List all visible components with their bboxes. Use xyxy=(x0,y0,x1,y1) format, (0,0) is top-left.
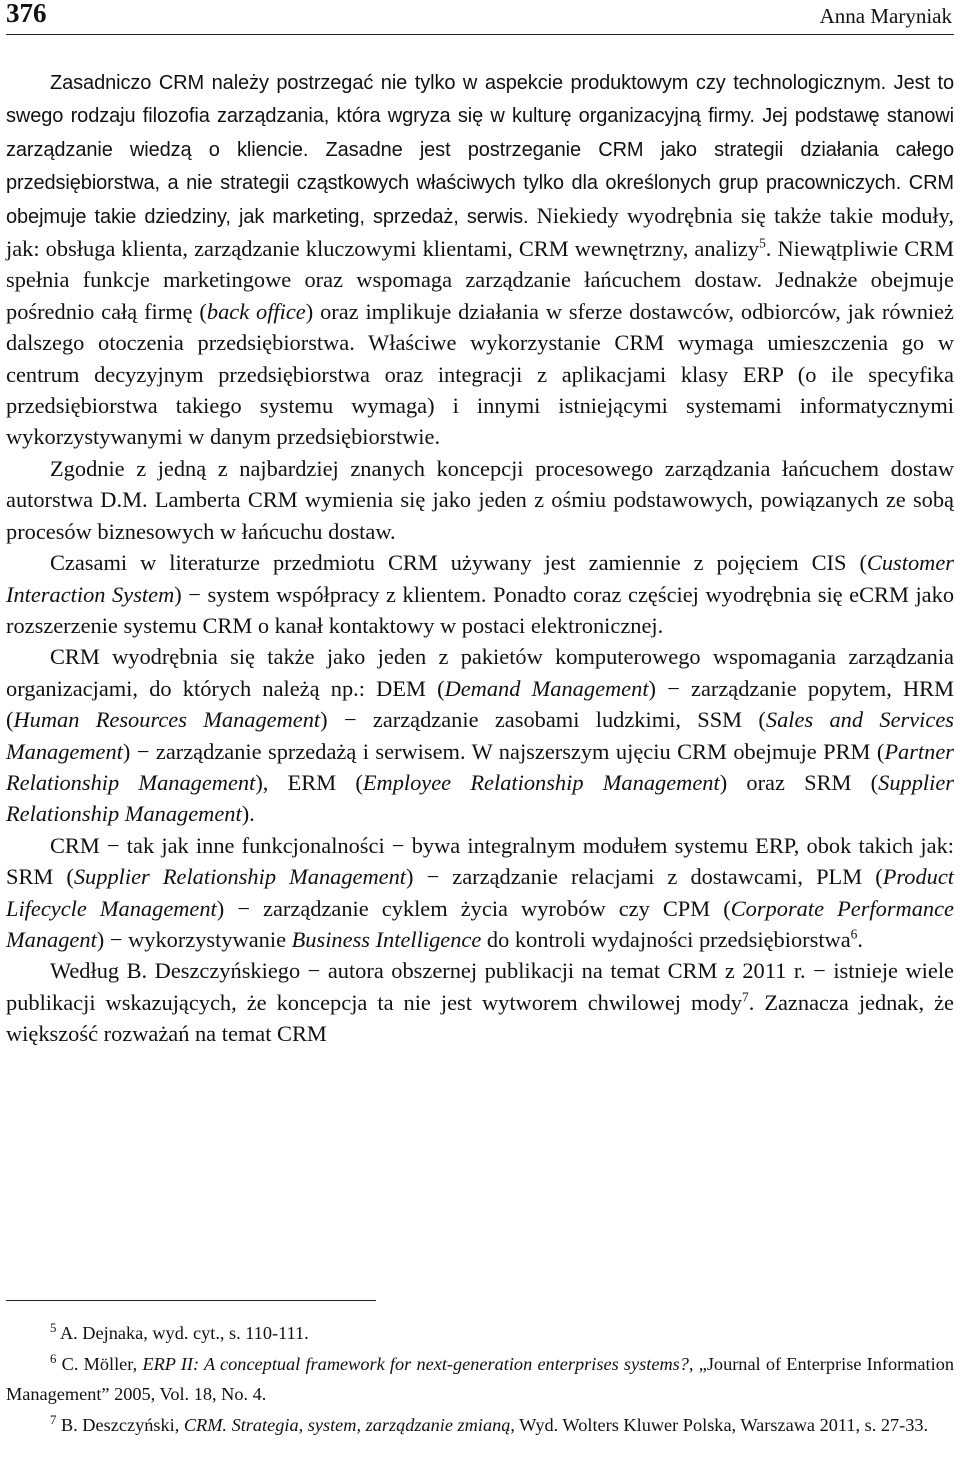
italic-term: Customer Interaction System xyxy=(6,550,954,607)
text-run: . xyxy=(857,926,863,952)
footnote-ref: 5 xyxy=(50,1320,57,1335)
text-run: , Wyd. Wolters Kluwer Polska, Warszawa 2011, s. 27-33. xyxy=(510,1414,929,1435)
text-run: ) − system współpracy z klientem. Ponadto coraz częściej wyodrębnia się eCRM jako rozszerzenie systemu CRM o kanał kontaktowy w postaci elektronicznej. xyxy=(6,581,955,638)
text-run: B. Deszczyński, xyxy=(56,1414,184,1435)
italic-term: back office xyxy=(206,298,306,324)
italic-term: Partner Relationship Management xyxy=(6,738,954,795)
italic-term: Product Lifecycle Management xyxy=(6,864,954,921)
text-run: Według B. Deszczyńskiego − autora obszernej publikacji na temat CRM z 2011 r. − istnieje wiele publikacji wskazujących, że koncepcja ta nie jest wytworem chwilowej mody xyxy=(6,958,954,1015)
running-head-author: Anna Maryniak xyxy=(819,4,952,28)
text-run: ) oraz SRM ( xyxy=(719,769,879,795)
italic-term: Demand Management xyxy=(444,675,649,701)
text-run: ) − zarządzanie cyklem życia wyrobów czy CPM ( xyxy=(216,895,731,921)
text-run: do kontroli wydajności przedsiębiorstwa xyxy=(481,926,851,952)
italic-term: Supplier Relationship Management xyxy=(6,769,955,827)
page-number: 376 xyxy=(6,0,47,28)
italic-term: Human Resources Management xyxy=(13,707,321,733)
footnote xyxy=(6,1410,954,1441)
paragraph xyxy=(6,453,954,547)
italic-term: CRM. Strategia, system, zarządzanie zmianą xyxy=(183,1414,511,1435)
italic-term: Corporate Performance Managent xyxy=(6,895,954,952)
text-run: ) − zarządzanie sprzedażą i serwisem. W najszerszym ujęciu CRM obejmuje PRM ( xyxy=(122,738,885,764)
text-run: . Zaznacza jednak, że większość rozważań na temat CRM xyxy=(6,989,954,1047)
italic-term: Supplier Relationship Management xyxy=(73,864,407,890)
text-run: ), ERM ( xyxy=(255,769,363,795)
italic-term: Business Intelligence xyxy=(291,926,482,952)
footnote xyxy=(6,1318,954,1349)
text-run: C. Möller, xyxy=(56,1353,143,1374)
text-run: A. Dejnaka, wyd. cyt., s. 110-111. xyxy=(56,1323,309,1343)
paragraph xyxy=(6,955,954,1049)
footnote-ref: 6 xyxy=(850,926,858,942)
running-header xyxy=(6,0,954,35)
italic-term: Employee Relationship Management xyxy=(362,769,720,795)
paragraph xyxy=(6,66,954,453)
text-run: ) − zarządzanie relacjami z dostawcami, PLM ( xyxy=(406,864,883,890)
text-run: Czasami w literaturze przedmiotu CRM używany jest zamiennie z pojęciem CIS ( xyxy=(50,550,867,576)
paragraph xyxy=(6,641,954,829)
footnote-ref: 7 xyxy=(742,989,749,1005)
text-run: CRM wyodrębnia się także jako jeden z pakietów komputerowego wspomagania zarządzania organizacjami, do których należą np.: DEM ( xyxy=(6,644,954,701)
footnote-ref: 7 xyxy=(50,1412,57,1427)
italic-term: Sales and Services Management xyxy=(6,707,954,764)
text-run: ) oraz implikuje działania w sferze dostawców, odbiorców, jak również dalszego otoczenia przedsiębiorstwa. Właściwe wykorzystanie CRM wymaga umieszczenia go w centrum decyzyjnym przedsiębiorstwa oraz integracji z aplikacjami klasy ERP (o ile specyfika przedsiębiorstwa takiego systemu wymaga) i innymi istniejącymi systemami informatycznymi wykorzystywanymi w danym przedsiębiorstwie. xyxy=(6,298,954,450)
paragraph xyxy=(6,830,954,956)
text-run: ) − zarządzanie popytem, HRM ( xyxy=(6,675,955,733)
paragraph xyxy=(6,547,954,641)
text-run: ) − wykorzystywanie xyxy=(96,926,292,952)
text-run: , „Journal of Enterprise Information Management” 2005, Vol. 18, No. 4. xyxy=(6,1353,954,1404)
italic-term: ERP II: A conceptual framework for next-generation enterprises systems? xyxy=(142,1353,689,1374)
footnote-ref: 6 xyxy=(50,1351,57,1366)
text-run: ). xyxy=(241,801,255,827)
text-run: Zasadniczo CRM należy postrzegać nie tylko w aspekcie produktowym czy technologicznym. Jest to swego rodzaju filozofia zarządzania, która wgryza się w kulturę organizacyjną firmy. Jej podstawę stanowi zarządzanie wiedzą o kliencie. Zasadne jest postrzeganie CRM jako strategii działania całego przedsiębiorstwa, a nie strategii cząstkowych właściwych tylko dla określonych grup pracowniczych. CRM obejmuje takie dziedziny, jak marketing, sprzedaż, serwis. xyxy=(6,72,954,228)
body-text xyxy=(6,66,954,1050)
text-run: CRM − tak jak inne funkcjonalności − bywa integralnym modułem systemu ERP, obok takich jak: SRM ( xyxy=(6,832,954,890)
footnotes xyxy=(6,1318,954,1440)
text-run: ) − zarządzanie zasobami ludzkimi, SSM ( xyxy=(320,707,766,733)
text-run: . Niewątpliwie CRM spełnia funkcje marketingowe oraz wspomaga zarządzanie łańcuchem dostaw. Jednakże obejmuje pośrednio całą firmę ( xyxy=(6,236,954,324)
text-run: Niekiedy wyodrębnia się także takie moduły, jak: obsługa klienta, zarządzanie kluczowymi klientami, CRM wewnętrzny, analizy xyxy=(6,202,954,262)
text-run: Zgodnie z jedną z najbardziej znanych koncepcji procesowego zarządzania łańcuchem dostaw autorstwa D.M. Lamberta CRM wymienia się jako jeden z ośmiu podstawowych, powiązanych ze sobą procesów biznesowych w łańcuchu dostaw. xyxy=(6,455,954,544)
footnote xyxy=(6,1349,954,1410)
footnote-rule xyxy=(6,1300,376,1301)
footnote-ref: 5 xyxy=(759,235,766,251)
